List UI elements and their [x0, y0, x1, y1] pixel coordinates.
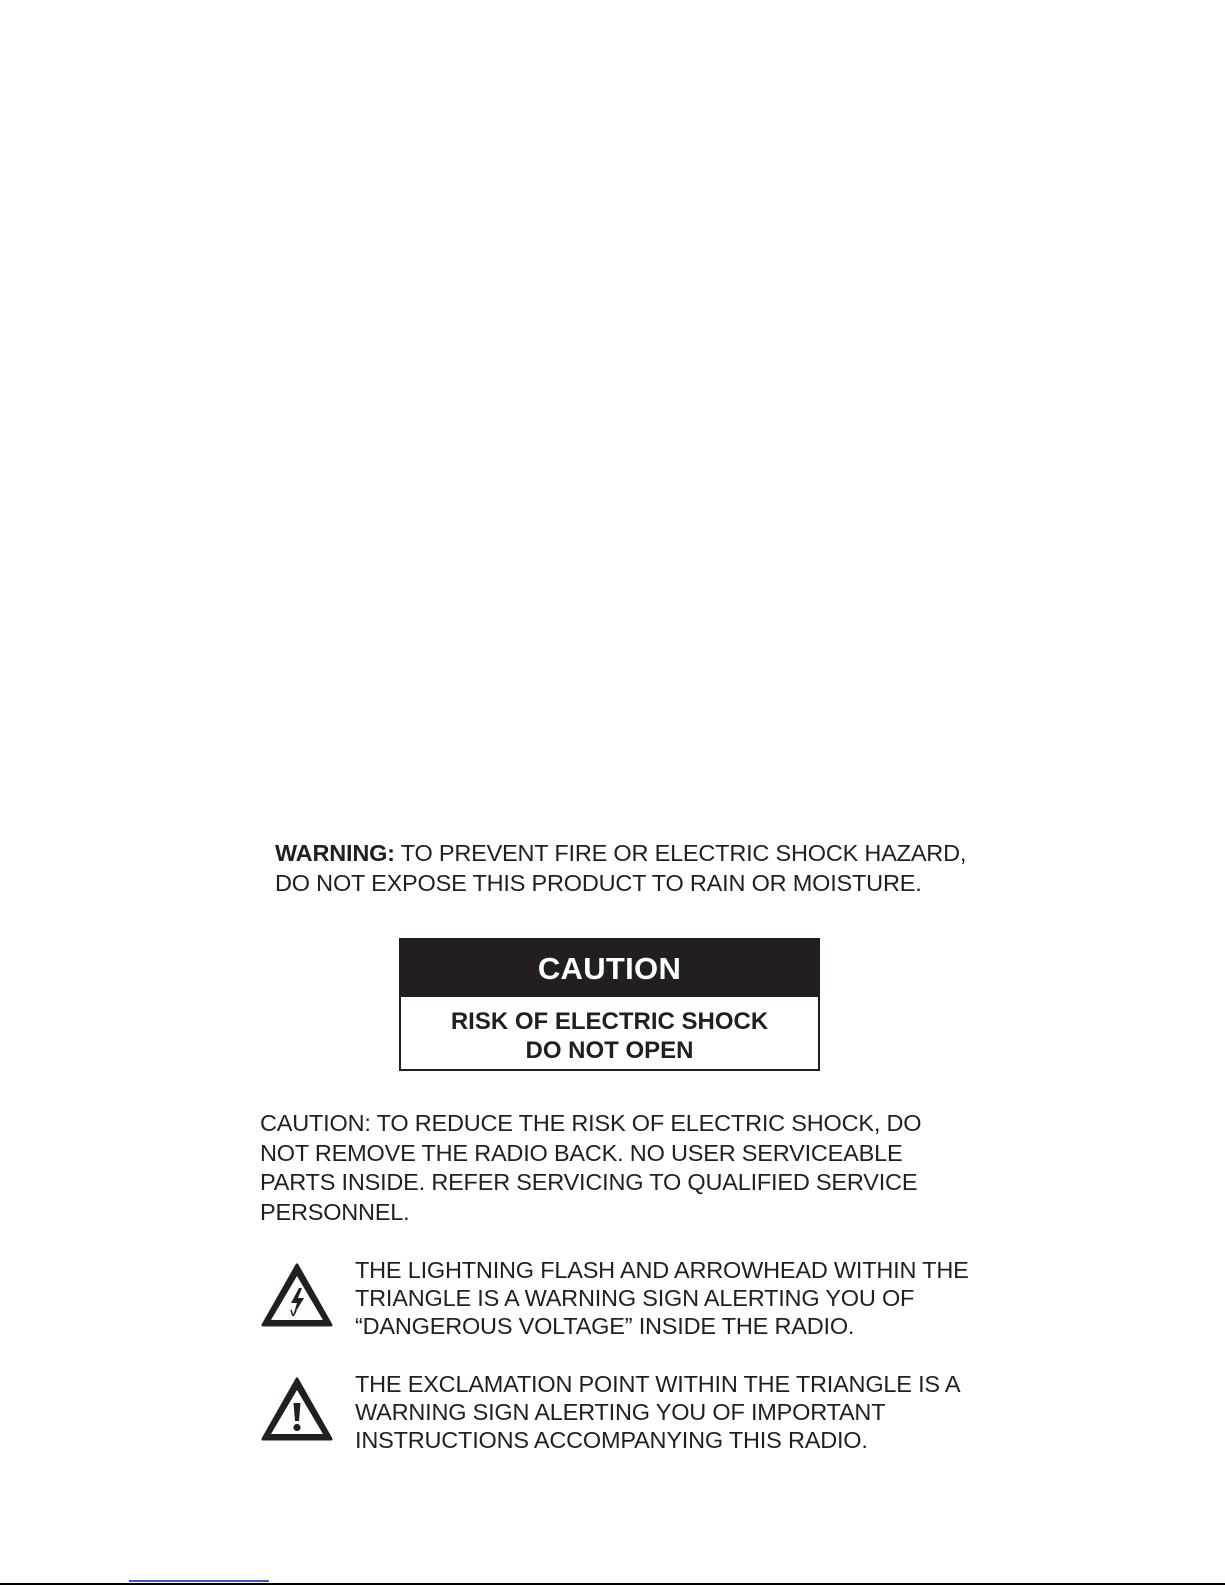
lightning-text-line: TRIANGLE IS A WARNING SIGN ALERTING YOU OF — [355, 1285, 915, 1311]
caution-box-header: CAUTION — [401, 940, 818, 997]
caution-box-body — [401, 997, 818, 1065]
bottom-link-underline — [129, 1580, 269, 1582]
warning-line-2: DO NOT EXPOSE THIS PRODUCT TO RAIN OR MOISTURE. — [275, 870, 922, 896]
caution-box-line-2: DO NOT OPEN — [525, 1037, 694, 1064]
exclamation-text-line: WARNING SIGN ALERTING YOU OF IMPORTANT — [355, 1399, 886, 1425]
exclamation-symbol-text — [355, 1370, 975, 1454]
warning-line-1-text: TO PREVENT FIRE OR ELECTRIC SHOCK HAZARD, — [400, 840, 967, 866]
warning-statement — [275, 838, 995, 898]
caution-paragraph — [260, 1109, 960, 1227]
exclamation-text-line: THE EXCLAMATION POINT WITHIN THE TRIANGLE IS A — [355, 1371, 961, 1397]
caution-paragraph-line: PERSONNEL. — [260, 1198, 410, 1225]
warning-line-1 — [275, 838, 995, 868]
lightning-text-line: THE LIGHTNING FLASH AND ARROWHEAD WITHIN THE — [355, 1257, 969, 1283]
caution-box-line-1: RISK OF ELECTRIC SHOCK — [450, 1008, 769, 1035]
exclamation-text-line: INSTRUCTIONS ACCOMPANYING THIS RADIO. — [355, 1427, 868, 1453]
caution-paragraph-line: NOT REMOVE THE RADIO BACK. NO USER SERVICEABLE — [260, 1139, 903, 1166]
lightning-text-line: “DANGEROUS VOLTAGE” INSIDE THE RADIO. — [355, 1313, 855, 1339]
lightning-warning-icon — [260, 1262, 334, 1328]
caution-box — [399, 938, 820, 1071]
warning-lead: WARNING: — [275, 840, 395, 866]
caution-paragraph-line: PARTS INSIDE. REFER SERVICING TO QUALIFIED SERVICE — [260, 1169, 918, 1195]
exclamation-warning-icon — [260, 1376, 334, 1442]
caution-paragraph-line: CAUTION: TO REDUCE THE RISK OF ELECTRIC SHOCK, DO — [260, 1110, 922, 1136]
lightning-symbol-text — [355, 1256, 975, 1340]
